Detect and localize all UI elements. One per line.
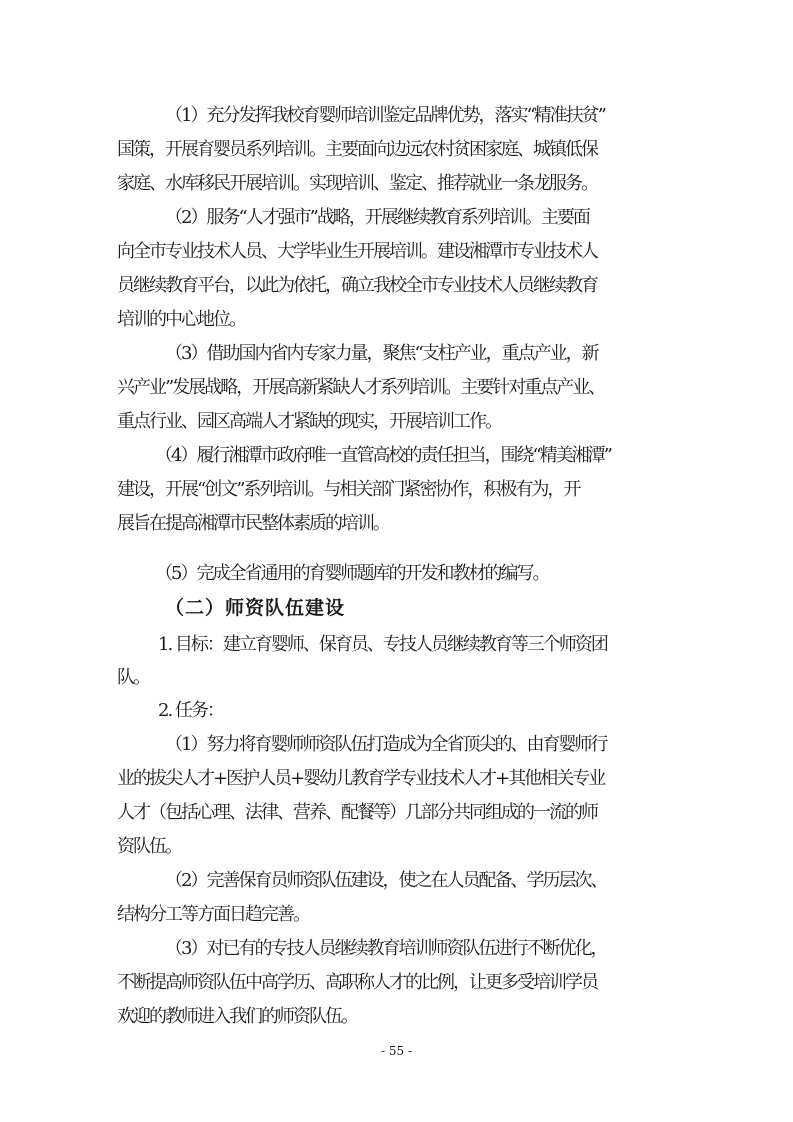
- paragraph-4-line-1: （4）履行湘潭市政府唯一直管高校的责任担当，围绕“精美湘潭”: [155, 445, 611, 466]
- task-1-line-3: 人才（包括心理、法律、营养、配餐等）几部分共同组成的一流的师: [117, 802, 597, 823]
- page-number: - 55 -: [380, 1044, 412, 1058]
- paragraph-2-line-4: 培训的中心地位。: [117, 309, 245, 330]
- paragraph-2-line-2: 向全市专业技术人员、大学毕业生开展培训。建设湘潭市专业技术人: [117, 241, 597, 262]
- task-3-line-2: 不断提高师资队伍中高学历、高职称人才的比例，让更多受培训学员: [117, 972, 597, 993]
- paragraph-2-line-3: 员继续教育平台，以此为依托，确立我校全市专业技术人员继续教育: [117, 275, 597, 296]
- paragraph-1-line-2: 国策，开展育婴员系列培训。主要面向边远农村贫困家庭、城镇低保: [117, 139, 597, 160]
- paragraph-3-line-3: 重点行业、园区高端人才紧缺的现实，开展培训工作。: [117, 411, 501, 432]
- section-heading: （二）师资队伍建设: [165, 597, 346, 619]
- task-2-line-2: 结构分工等方面日趋完善。: [117, 904, 309, 925]
- paragraph-1-line-1: （1）充分发挥我校育婴师培训鉴定品牌优势，落实“精准扶贫”: [165, 105, 605, 126]
- paragraph-4-line-3: 展旨在提高湘潭市民整体素质的培训。: [117, 513, 389, 534]
- paragraph-2-line-1: （2）服务“人才强市”战略，开展继续教育系列培训。主要面: [165, 207, 589, 228]
- paragraph-1-line-3: 家庭、水库移民开展培训。实现培训、鉴定、推荐就业一条龙服务。: [117, 173, 597, 194]
- task-1-line-2: 业的拔尖人才+医护人员+婴幼儿教育学专业技术人才+其他相关专业: [117, 768, 605, 789]
- task-3-line-1: （3）对已有的专技人员继续教育培训师资队伍进行不断优化，: [165, 938, 607, 959]
- task-2-line-1: （2）完善保育员师资队伍建设，使之在人员配备、学历层次、: [165, 870, 607, 891]
- task-3-line-3: 欢迎的教师进入我们的师资队伍。: [117, 1006, 357, 1027]
- task-1-line-4: 资队伍。: [117, 836, 181, 857]
- goal-line-1: 1. 目标：建立育婴师、保育员、专技人员继续教育等三个师资团: [158, 634, 607, 655]
- paragraph-4-line-2: 建设，开展“创文”系列培训。与相关部门紧密协作，积极有为，开: [117, 479, 580, 500]
- goal-line-2: 队。: [117, 667, 149, 688]
- paragraph-3-line-2: 兴产业”发展战略，开展高新紧缺人才系列培训。主要针对重点产业、: [117, 377, 605, 398]
- task-label: 2. 任务：: [158, 700, 223, 721]
- paragraph-3-line-1: （3）借助国内省内专家力量，聚焦“支柱产业，重点产业，新: [165, 343, 598, 364]
- paragraph-5-line-1: （5）完成全省通用的育婴师题库的开发和教材的编写。: [155, 563, 549, 584]
- task-1-line-1: （1）努力将育婴师师资队伍打造成为全省顶尖的、由育婴师行: [165, 734, 607, 755]
